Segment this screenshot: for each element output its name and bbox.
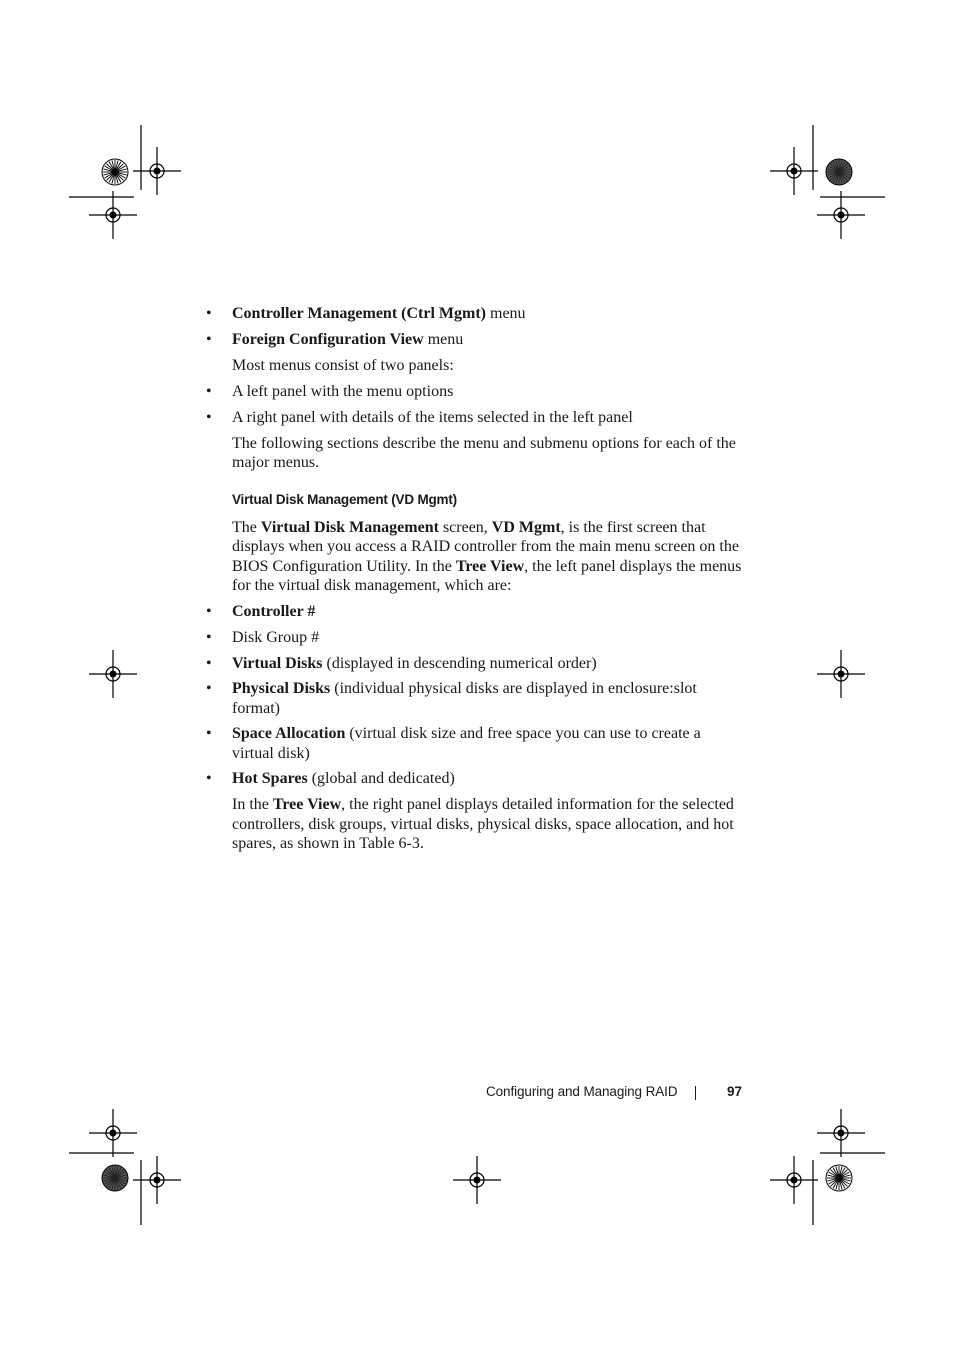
bullet: • bbox=[206, 305, 212, 322]
closing-paragraph bbox=[232, 795, 744, 854]
menu-name: Foreign Configuration View bbox=[232, 331, 424, 348]
bullet: • bbox=[206, 408, 212, 426]
tree-description: (global and dedicated) bbox=[307, 770, 455, 787]
registration-dot bbox=[154, 168, 161, 175]
bullet: • bbox=[206, 680, 212, 697]
bullet: • bbox=[206, 725, 212, 742]
text-run: , the right panel displays detailed information for the selected controllers, disk groups, virtual disks, physical disks, space allocation, and hot spares, as shown in Table 6-3. bbox=[232, 796, 734, 852]
bullet: • bbox=[206, 382, 212, 400]
vd-paragraph bbox=[232, 518, 744, 596]
text-run: The bbox=[232, 518, 261, 536]
tree-item-disk-group bbox=[206, 628, 744, 648]
list-item-right-panel bbox=[206, 408, 744, 428]
text-run: In the bbox=[232, 796, 273, 813]
list-item-ctrl-mgmt bbox=[206, 304, 744, 324]
bold-run: Tree View bbox=[455, 557, 525, 575]
menu-name: Controller Management (Ctrl Mgmt) bbox=[232, 305, 486, 322]
bullet: • bbox=[206, 770, 212, 787]
tree-label: Controller # bbox=[232, 602, 316, 620]
bold-run: Virtual Disk Management bbox=[260, 518, 439, 536]
footer-chapter-title: Configuring and Managing RAID bbox=[486, 1084, 678, 1099]
section-heading: Virtual Disk Management (VD Mgmt) bbox=[232, 491, 457, 507]
page-content bbox=[206, 304, 744, 854]
registration-dot bbox=[791, 168, 798, 175]
tree-label: Space Allocation bbox=[232, 725, 346, 742]
bold-run: VD Mgmt bbox=[491, 518, 561, 536]
menu-suffix: menu bbox=[423, 331, 464, 348]
registration-dot bbox=[791, 1177, 798, 1184]
list-text: A left panel with the menu options bbox=[232, 382, 454, 400]
list-text: A right panel with details of the items selected in the left panel bbox=[232, 408, 633, 426]
text-run: screen, bbox=[438, 518, 492, 536]
menu-suffix: menu bbox=[486, 305, 526, 322]
registration-dot bbox=[110, 212, 117, 219]
bullet: • bbox=[206, 654, 212, 672]
bullet: • bbox=[206, 331, 212, 348]
text-run: , is the first screen that displays when you access a RAID controller from the main menu screen on the BIOS Configuration Utility. In the bbox=[232, 518, 739, 575]
tree-label: Virtual Disks bbox=[232, 654, 323, 672]
registration-dot bbox=[110, 1130, 117, 1137]
sections-paragraph: The following sections describe the menu and submenu options for each of the major menus. bbox=[232, 434, 736, 471]
bullet: • bbox=[206, 628, 212, 646]
tree-description: (displayed in descending numerical order) bbox=[322, 654, 597, 672]
list-item-left-panel bbox=[206, 382, 744, 402]
tree-item-virtual-disks bbox=[206, 654, 744, 674]
tree-item-controller bbox=[206, 602, 744, 622]
registration-dot bbox=[838, 671, 845, 678]
tree-description: (virtual disk size and free space you can use to create a virtual disk) bbox=[232, 725, 701, 762]
tree-item-physical-disks bbox=[206, 679, 744, 718]
page-number: 97 bbox=[726, 1084, 742, 1099]
tree-label: Hot Spares bbox=[232, 770, 308, 787]
panels-intro: Most menus consist of two panels: bbox=[232, 357, 454, 374]
registration-dot bbox=[838, 1130, 845, 1137]
tree-item-hot-spares bbox=[206, 769, 744, 789]
tree-label: Physical Disks bbox=[232, 680, 331, 697]
registration-dot bbox=[154, 1177, 161, 1184]
list-item-foreign-config bbox=[206, 330, 744, 350]
tree-description: (individual physical disks are displayed in enclosure:slot format) bbox=[232, 680, 697, 717]
bold-run: Tree View bbox=[272, 796, 342, 813]
registration-dot bbox=[110, 671, 117, 678]
footer-separator bbox=[695, 1086, 696, 1100]
bullet: • bbox=[206, 602, 212, 620]
page-footer bbox=[486, 1084, 742, 1104]
tree-label: Disk Group # bbox=[232, 628, 320, 646]
text-run: , the left panel displays the menus for the virtual disk management, which are: bbox=[232, 557, 742, 594]
registration-dot bbox=[838, 212, 845, 219]
registration-dot bbox=[474, 1177, 481, 1184]
tree-item-space-allocation bbox=[206, 724, 744, 763]
